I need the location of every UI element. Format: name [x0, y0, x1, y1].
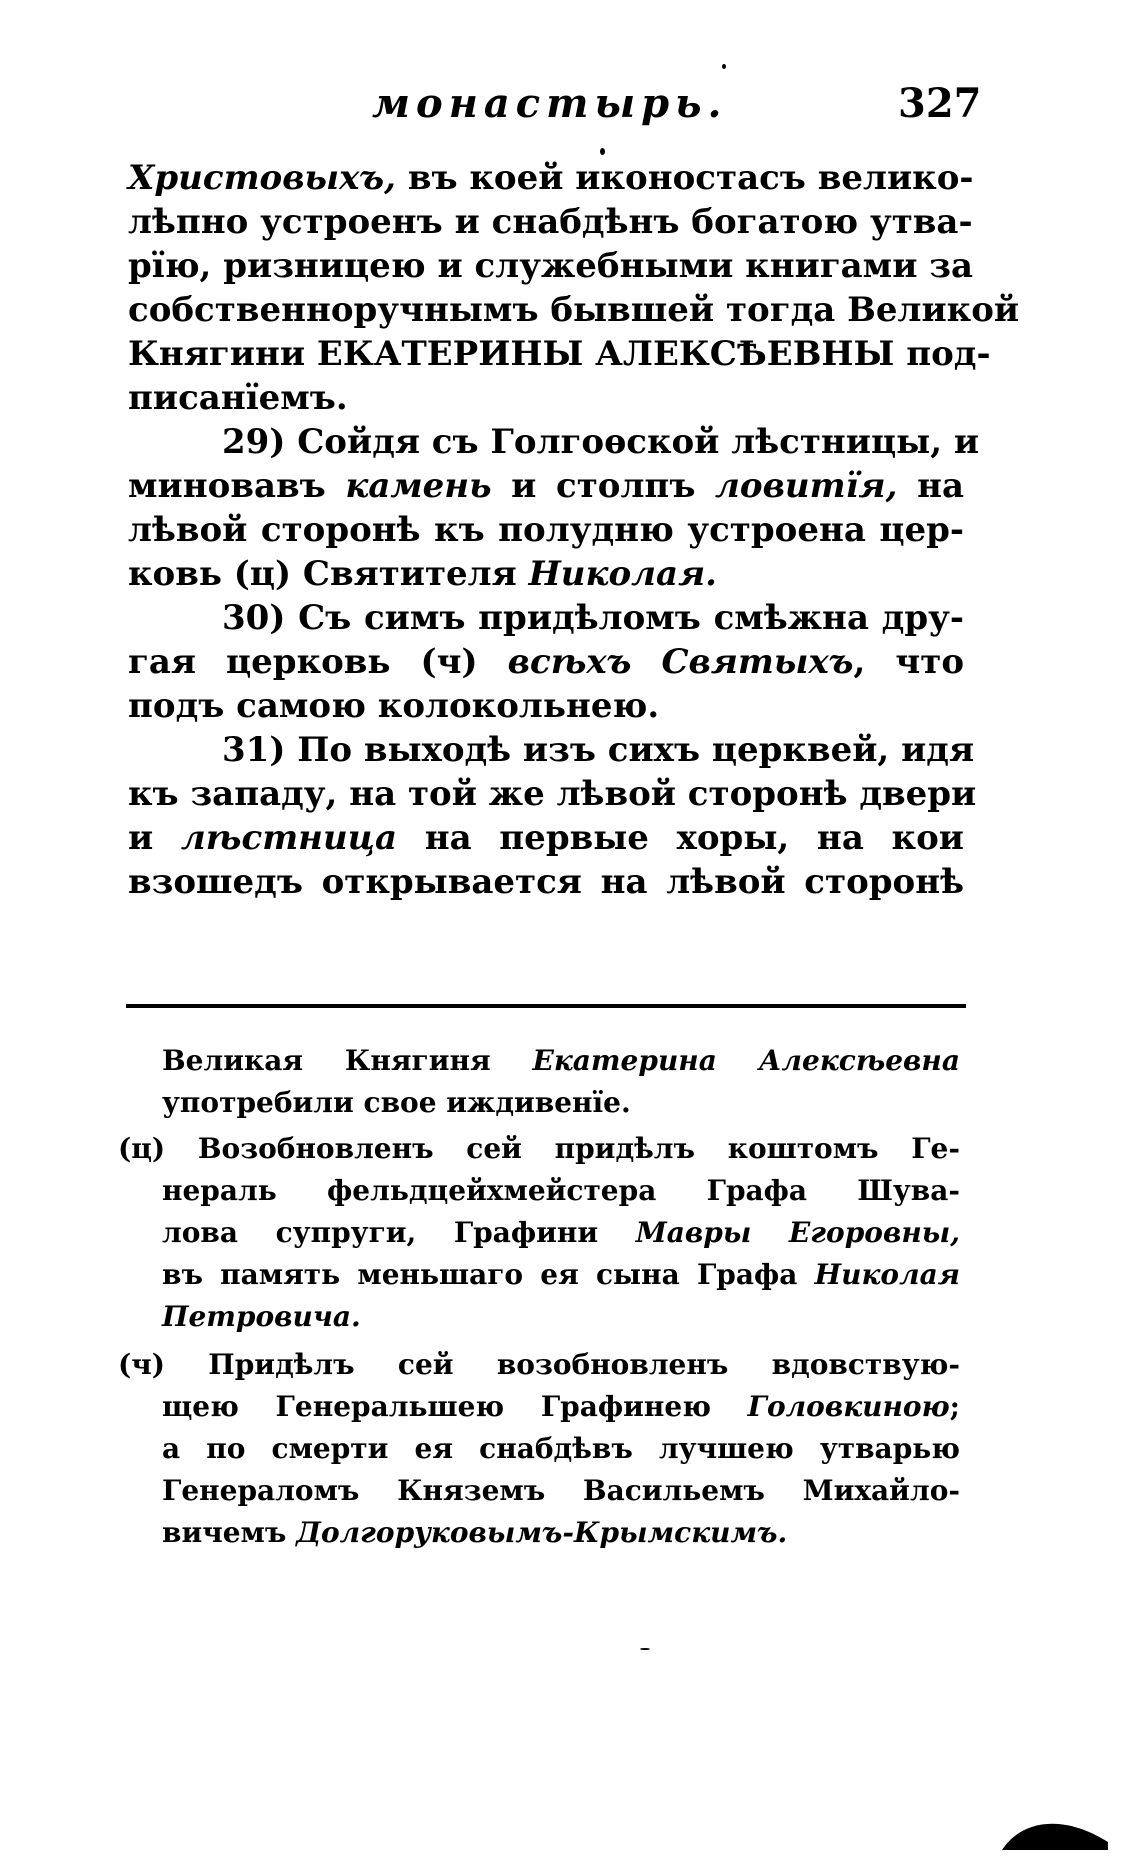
footnote-ts-first-line: [118, 1128, 960, 1170]
footnote-line: [162, 1040, 960, 1082]
text: миновавъ: [128, 466, 346, 506]
footnote-line: [162, 1170, 960, 1212]
ink-speck: [722, 64, 726, 69]
text: на первые хоры, на кои: [397, 818, 964, 858]
text: Великая Княгиня: [162, 1044, 533, 1077]
footnote-line: [162, 1512, 960, 1554]
text: и: [128, 818, 181, 858]
footnote-line: [162, 1386, 960, 1428]
body-line: [128, 816, 964, 860]
paragraph-30-first-line: [222, 596, 964, 640]
text-italic: Екатерина Алексѣевна: [532, 1044, 960, 1077]
paragraph-31-first-line: [222, 728, 975, 772]
footnote-ch-first-line: [118, 1344, 960, 1386]
text-italic: Николая.: [528, 554, 717, 594]
text: вичемъ: [162, 1516, 297, 1549]
text: къ западу, на той же лѣвой сторонѣ двери: [128, 774, 977, 814]
text: 30) Съ симъ придѣломъ смѣжна дру-: [222, 598, 964, 638]
body-line: [128, 684, 964, 728]
text: лѣпно устроенъ и снабдѣнъ богатою утва-: [128, 202, 973, 242]
body-line: [128, 244, 974, 288]
text: писанїемъ.: [128, 378, 348, 418]
text-italic: лѣстница: [180, 818, 398, 858]
text: Генераломъ Княземъ Васильемъ Михайло-: [162, 1474, 960, 1507]
text: взошедъ открывается на лѣвой сторонѣ: [128, 862, 964, 902]
text: употребили свое иждивенїе.: [162, 1086, 631, 1119]
body-line: [128, 376, 964, 420]
text: нераль фельдцейхмейстера Графа Шува-: [162, 1174, 960, 1207]
text-italic: всѣхъ Святыхъ: [507, 642, 854, 682]
ink-speck: [600, 148, 605, 155]
body-line: [128, 640, 964, 684]
footnote-line: [162, 1082, 960, 1124]
text-italic: ловитїя,: [715, 466, 898, 506]
text-italic: Мавры Егоровны,: [635, 1216, 960, 1249]
text: (ч) Придѣлъ сей возобновленъ вдовствую-: [118, 1348, 960, 1381]
text: ковь (ц) Святителя: [128, 554, 529, 594]
page-number: 327: [898, 80, 982, 127]
text-italic: Петровича.: [162, 1300, 361, 1333]
text: гая церковь (ч): [128, 642, 508, 682]
text-italic: камень: [345, 466, 492, 506]
text-italic: Христовыхъ,: [128, 158, 408, 198]
footnote-line: [162, 1470, 960, 1512]
body-line: [128, 552, 964, 596]
footnote-line: [162, 1296, 960, 1338]
text-italic: Долгоруковымъ-Крымскимъ.: [296, 1516, 788, 1549]
text-italic: Николая: [814, 1258, 960, 1291]
corner-ornament-icon: [1000, 1812, 1110, 1852]
text: на: [897, 466, 964, 506]
text: (ц) Возобновленъ сей придѣлъ коштомъ Ге-: [118, 1132, 960, 1165]
text: 29) Сойдя съ Голгоѳской лѣстницы, и: [222, 422, 980, 462]
text: и столпъ: [491, 466, 716, 506]
text: щею Генеральшею Графинею: [162, 1390, 748, 1423]
text: подъ самою колокольнею.: [128, 686, 660, 726]
text: рїю, ризницею и служебными книгами за: [128, 246, 974, 286]
body-line: [128, 288, 1020, 332]
paragraph-29-first-line: [222, 420, 980, 464]
body-line: [128, 156, 974, 200]
text: лѣвой сторонѣ къ полудню устроена цер-: [128, 510, 964, 550]
text: въ память меньшаго ея сына Графа: [162, 1258, 815, 1291]
text: ;: [949, 1390, 960, 1423]
text: а по смерти ея снабдѣвъ лучшею утварью: [162, 1432, 960, 1465]
footnote-line: [162, 1212, 960, 1254]
body-line: [128, 332, 991, 376]
body-line: [128, 464, 964, 508]
running-title: монастырь.: [372, 80, 728, 127]
body-line: [128, 772, 977, 816]
body-line: [128, 508, 964, 552]
text: собственноручнымъ бывшей тогда Великой: [128, 290, 1020, 330]
body-line: [128, 860, 964, 904]
text-italic: Головкиною: [747, 1390, 950, 1423]
text: Княгини ЕКАТЕРИНЫ АЛЕКСѢЕВНЫ под-: [128, 334, 991, 374]
footnote-line: [162, 1254, 960, 1296]
body-line: [128, 200, 973, 244]
ink-speck: [640, 1648, 650, 1650]
footnote-line: [162, 1428, 960, 1470]
text: лова супруги, Графини: [162, 1216, 636, 1249]
text: 31) По выходѣ изъ сихъ церквей, идя: [222, 730, 975, 770]
text: , что: [853, 642, 964, 682]
footnote-separator-rule: [126, 1004, 966, 1008]
text: въ коей иконостасъ велико-: [407, 158, 974, 198]
